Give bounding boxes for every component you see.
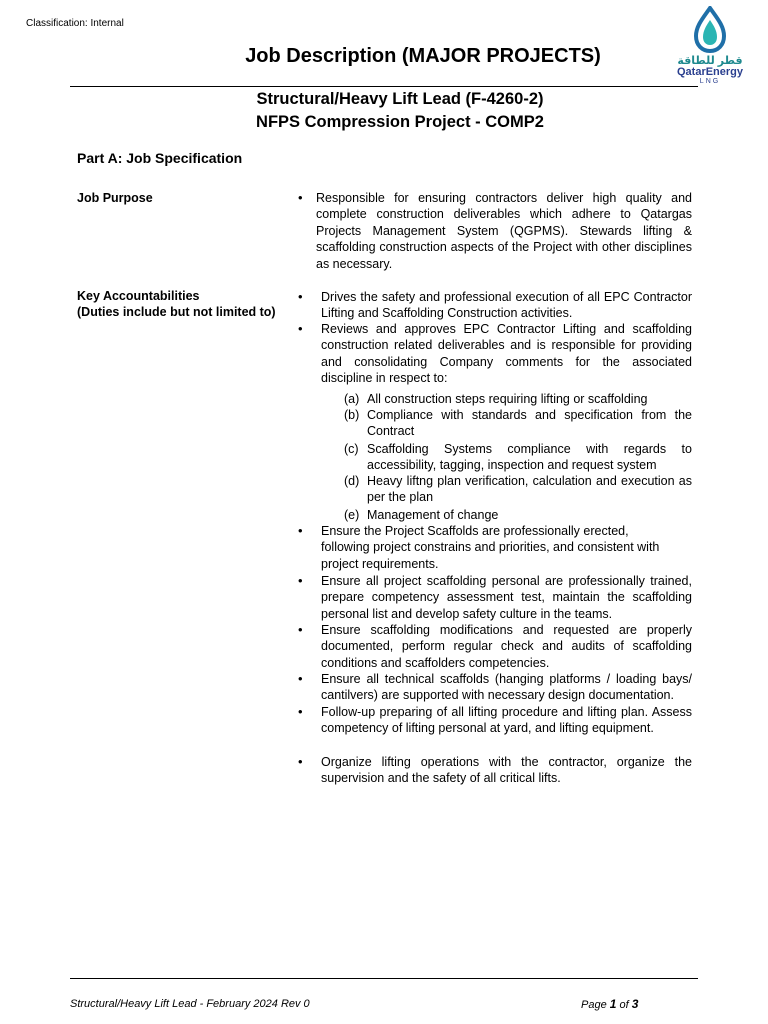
key-accountabilities-label: Key Accountabilities [77,289,200,303]
list-marker: (b) [344,408,360,422]
accountability-item: Ensure scaffolding modifications and requested are properly documented, perform regular check and audits of scaffolding conditions and scaffolders competencies. [321,623,692,670]
accountability-line: project requirements. [321,556,439,571]
accountability-item: Organize lifting operations with the contractor, organize the supervision and the safety of all critical lifts. [321,755,692,786]
job-purpose-label: Job Purpose [77,191,153,205]
classification-label: Classification: Internal [26,18,124,29]
page-number: 1 [609,997,617,1011]
logo-drop-icon [672,6,748,54]
company-logo [672,6,748,84]
page-total: 3 [631,997,639,1011]
accountability-line: following project constrains and priorities, and consistent with [321,540,660,555]
accountability-item: Ensure all technical scaffolds (hanging platforms / loading bays/ cantilvers) are supported with necessary design documentation. [321,672,692,703]
bullet-icon: • [298,754,303,769]
job-purpose-text: Responsible for ensuring contractors deliver high quality and complete construction deliverables which adhere to Qatargas Projects Management System (QGPMS). Stewards lifting & scaffolding construction aspects of the Project with other disciplines as necessary. [316,191,692,271]
bullet-icon: • [298,190,303,205]
accountability-item: Ensure all project scaffolding personal are professionally trained, prepare competency assessment test, maintain the scaffolding personal list and develop safety culture in the teams. [321,574,692,621]
sub-item: Compliance with standards and specification from the Contract [367,408,692,439]
accountability-line: Ensure the Project Scaffolds are professionally erected, [321,524,629,538]
list-marker: (a) [344,392,360,406]
header-divider [70,86,698,87]
sub-item: Management of change [367,508,499,522]
sub-item: Heavy liftng plan verification, calculation and execution as per the plan [367,474,692,505]
footer-divider [70,978,698,979]
accountability-item: Follow-up preparing of all lifting procedure and lifting plan. Assess competency of lifting personal at yard, and lifting equipment. [321,705,692,736]
logo-arabic-text: قطر للطاقة [677,55,743,67]
list-marker: (e) [344,508,360,522]
of-word: of [619,999,629,1011]
job-title: Structural/Heavy Lift Lead (F-4260-2) [256,90,544,108]
bullet-icon: • [298,523,303,538]
footer-document-info: Structural/Heavy Lift Lead - February 2024 Rev 0 [70,998,310,1010]
bullet-icon: • [298,321,303,336]
document-title: Job Description (MAJOR PROJECTS) [245,45,601,67]
project-title: NFPS Compression Project - COMP2 [256,113,544,131]
sub-item: All construction steps requiring lifting or scaffolding [367,392,648,406]
accountability-item [321,523,692,572]
section-heading: Part A: Job Specification [77,150,243,166]
bullet-icon: • [298,671,303,686]
bullet-icon: • [298,289,303,304]
accountability-item: Drives the safety and professional execution of all EPC Contractor Lifting and Scaffolding Construction activities. [321,290,692,321]
logo-brand-text: QatarEnergy [676,66,744,78]
key-accountabilities-sublabel: (Duties include but not limited to) [77,305,276,319]
logo-sub-text: LNG [699,78,721,85]
bullet-icon: • [298,622,303,637]
list-marker: (c) [344,442,359,456]
accountability-item: Reviews and approves EPC Contractor Lifting and scaffolding construction related deliverables and is responsible for providing and consolidating Company comments for the associated discipline in respect to: [321,322,692,386]
sub-item: Scaffolding Systems compliance with regards to accessibility, tagging, inspection and request system [367,442,692,473]
bullet-icon: • [298,573,303,588]
list-marker: (d) [344,474,360,488]
bullet-icon: • [298,704,303,719]
page-word: Page [581,999,607,1011]
page-indicator [581,997,638,1011]
